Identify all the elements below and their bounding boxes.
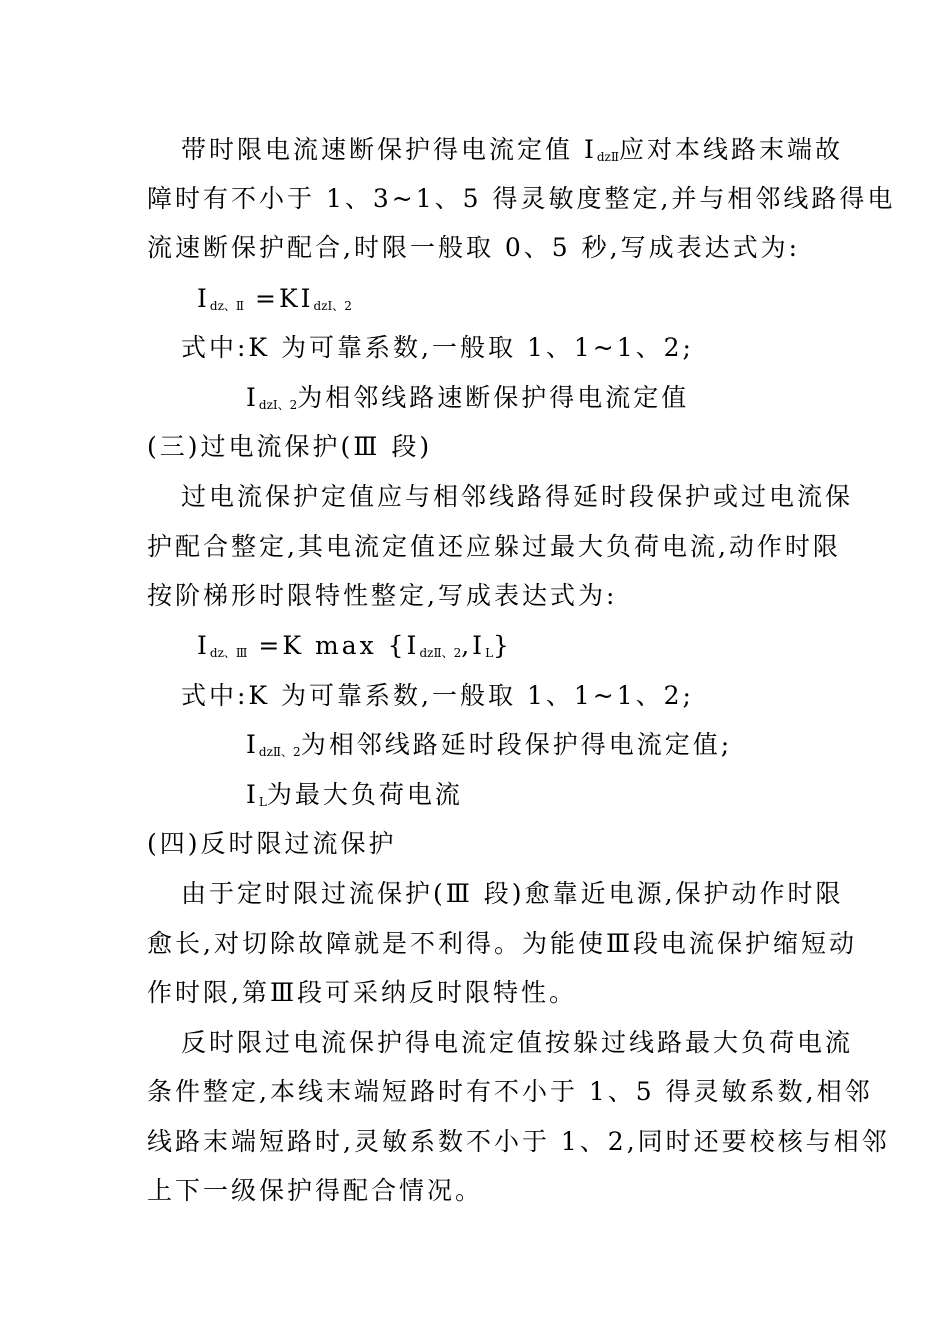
text-run: I	[197, 631, 210, 660]
text-line	[181, 330, 694, 366]
text-run: =K max {I	[247, 631, 420, 660]
text-run: 为相邻线路速断保护得电流定值	[297, 383, 690, 412]
text-run: }	[493, 631, 512, 660]
subscript: dzⅡ、2	[258, 745, 301, 759]
text-line	[246, 727, 732, 770]
text-line	[147, 181, 895, 217]
subscript: dz、Ⅲ	[209, 646, 248, 660]
subscript: dzⅡ	[596, 150, 619, 164]
text-line	[181, 132, 843, 175]
text-run: 愈长,对切除故障就是不利得。为能使Ⅲ段电流保护缩短动	[147, 929, 858, 958]
text-run: =KI	[244, 284, 314, 313]
subscript: dzⅠ、2	[258, 398, 298, 412]
subscript: dzⅡ、2	[419, 646, 462, 660]
text-run: I	[246, 383, 259, 412]
formula-line	[197, 628, 512, 671]
text-line	[181, 876, 844, 912]
section-heading	[147, 429, 432, 465]
text-line	[147, 1124, 890, 1160]
text-line	[147, 1173, 483, 1209]
text-run: 上下一级保护得配合情况。	[147, 1176, 484, 1205]
text-run: 应对本线路末端故	[619, 135, 844, 164]
subscript: L	[485, 646, 494, 660]
text-run: 流速断保护配合,时限一般取 0、5 秒,写成表达式为:	[147, 233, 801, 262]
text-line	[181, 678, 694, 714]
text-line	[147, 230, 800, 266]
text-run: 带时限电流速断保护得电流定值 I	[181, 135, 597, 164]
subscript: dz、Ⅱ	[209, 299, 245, 313]
subscript: dzⅠ、2	[313, 299, 352, 313]
text-line	[147, 975, 577, 1011]
formula-line	[197, 281, 352, 324]
text-line	[181, 1025, 853, 1061]
text-run: 按阶梯形时限特性整定,写成表达式为:	[147, 581, 618, 610]
text-line	[147, 529, 841, 565]
text-run: 过电流保护定值应与相邻线路得延时段保护或过电流保	[181, 482, 854, 511]
text-line	[246, 777, 463, 820]
text-run: 为相邻线路延时段保护得电流定值;	[300, 730, 733, 759]
text-line	[181, 479, 853, 515]
text-run: 反时限过电流保护得电流定值按躲过线路最大负荷电流	[181, 1028, 854, 1057]
text-run: I	[197, 284, 210, 313]
text-run: 由于定时限过流保护(Ⅲ 段)愈靠近电源,保护动作时限	[181, 879, 844, 908]
text-line	[147, 926, 857, 962]
text-line	[147, 1074, 873, 1110]
subscript: L	[258, 795, 267, 809]
text-line	[147, 578, 617, 614]
text-line	[246, 380, 689, 423]
text-run: ,I	[461, 631, 486, 660]
text-run: 条件整定,本线末端短路时有不小于 1、5 得灵敏系数,相邻	[147, 1077, 873, 1106]
text-run: 作时限,第Ⅲ段可采纳反时限特性。	[147, 978, 578, 1007]
text-run: 障时有不小于 1、3~1、5 得灵敏度整定,并与相邻线路得电	[147, 184, 896, 213]
section-heading	[147, 826, 397, 862]
text-run: I	[246, 780, 259, 809]
text-run: (三)过电流保护(Ⅲ 段)	[147, 432, 433, 461]
text-run: 线路末端短路时,灵敏系数不小于 1、2,同时还要校核与相邻	[147, 1127, 890, 1156]
text-run: (四)反时限过流保护	[147, 829, 397, 858]
text-run: 式中:K 为可靠系数,一般取 1、1~1、2;	[181, 333, 694, 362]
text-run: 式中:K 为可靠系数,一般取 1、1~1、2;	[181, 681, 694, 710]
text-run: 为最大负荷电流	[266, 780, 463, 809]
text-run: I	[246, 730, 259, 759]
text-run: 护配合整定,其电流定值还应躲过最大负荷电流,动作时限	[147, 532, 841, 561]
